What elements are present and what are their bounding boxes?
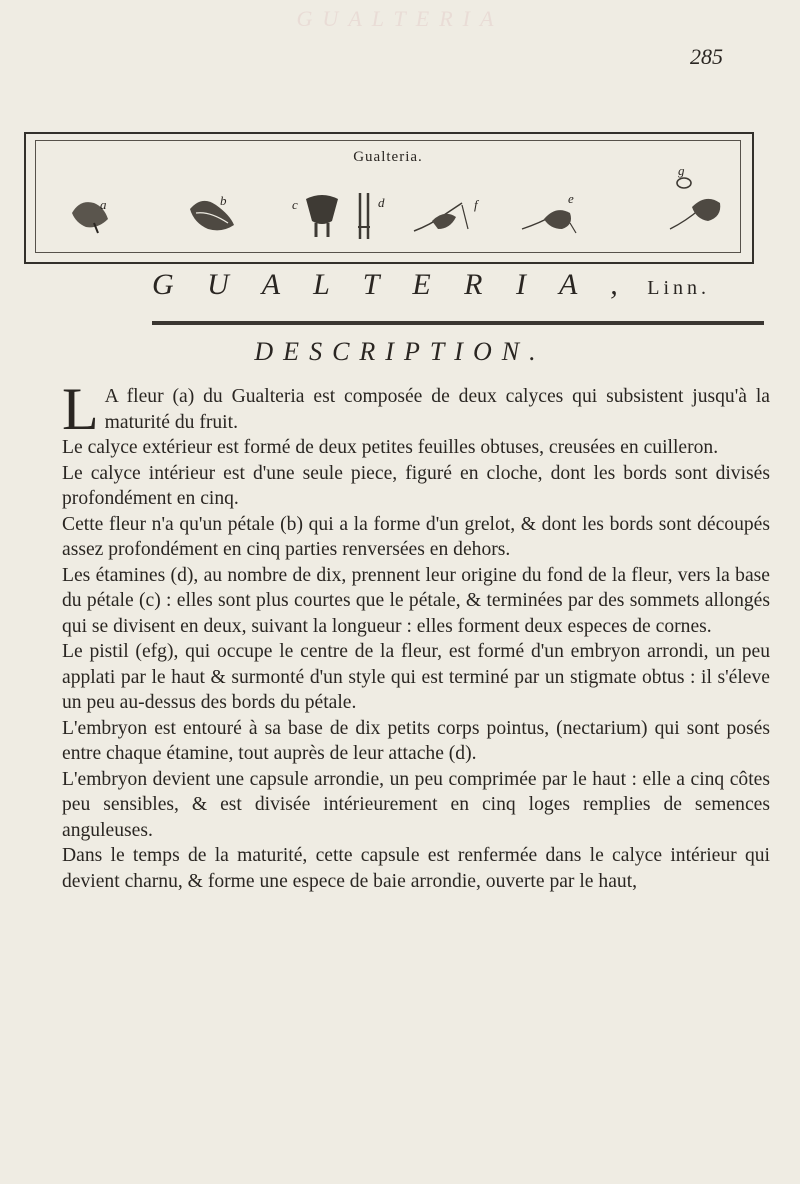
figure-letter: d <box>378 195 385 210</box>
figure-f-pistil-icon <box>410 195 478 237</box>
genus-title <box>152 268 772 302</box>
paragraph: Le calyce intérieur est d'une seule piece, figuré en cloche, dont les bords sont divisés profondément en cinq. <box>62 462 770 509</box>
paragraph-text: A fleur (a) du Gualteria est composée de deux calyces qui subsistent jusqu'à la maturité du fruit. <box>104 386 770 433</box>
genus-name: G U A L T E R I A , <box>152 268 631 301</box>
paragraph: Le pistil (efg), qui occupe le centre de la fleur, est formé d'un embryon arrondi, un peu applati par le haut & surmonté d'un style qui est terminé par un stigmate obtus : il s'éleve un peu au-dessus des bords du pétale. <box>62 641 770 713</box>
figure-a-flower-icon <box>68 193 114 237</box>
plate-caption: Gualteria. <box>353 149 423 165</box>
paragraph: Le calyce extérieur est formé de deux petites feuilles obtuses, creusées en cuilleron. <box>62 437 719 458</box>
figure-c-petal-icon <box>302 191 342 241</box>
figure-g-capsule-icon <box>666 175 726 233</box>
paragraph <box>62 376 770 442</box>
paragraph: L'embryon devient une capsule arrondie, un peu comprimée par le haut : elle a cinq côtes peu sensibles, & est divisée intérieurement en cinq loges remplies de semences anguleuses. <box>62 768 770 841</box>
paragraph: Dans le temps de la maturité, cette capsule est renfermée dans le calyce intérieur qui devient charnu, & forme une espece de baie arrondie, ouverte par le haut, <box>62 845 770 892</box>
section-heading: DESCRIPTION. <box>254 337 546 366</box>
figure-letter: c <box>292 197 298 212</box>
title-rule <box>152 321 764 325</box>
ghost-header: GUALTERIA <box>296 6 504 31</box>
figure-letter: e <box>568 191 574 206</box>
paragraph: Cette fleur n'a qu'un pétale (b) qui a la forme d'un grelot, & dont les bords sont découpés assez profondément en cinq parties renversées en dehors. <box>62 513 770 560</box>
figure-letter: b <box>220 193 227 208</box>
paragraph: Les étamines (d), au nombre de dix, prennent leur origine du fond de la fleur, vers la base du pétale (c) : elles sont plus courtes que le pétale, & terminées par des sommets allongés qui se divisent en deux, suivant la longueur : elles forment deux especes de cornes. <box>62 564 770 637</box>
description-text <box>62 376 770 894</box>
drop-cap: L <box>62 376 99 442</box>
paragraph: L'embryon est entouré à sa base de dix petits corps pointus, (nectarium) qui sont posés entre chaque étamine, tout auprès de leur attache (d). <box>62 717 770 764</box>
figure-letter: g <box>678 163 685 178</box>
figure-letter: f <box>474 197 478 212</box>
figure-letter: a <box>100 197 107 212</box>
figure-d-stamen-icon <box>352 191 376 243</box>
page-number: 285 <box>690 44 723 69</box>
botanical-plate <box>24 132 754 264</box>
plate-frame <box>35 140 741 253</box>
figure-b-corolla-icon <box>184 191 240 237</box>
genus-author: Linn. <box>647 277 711 299</box>
